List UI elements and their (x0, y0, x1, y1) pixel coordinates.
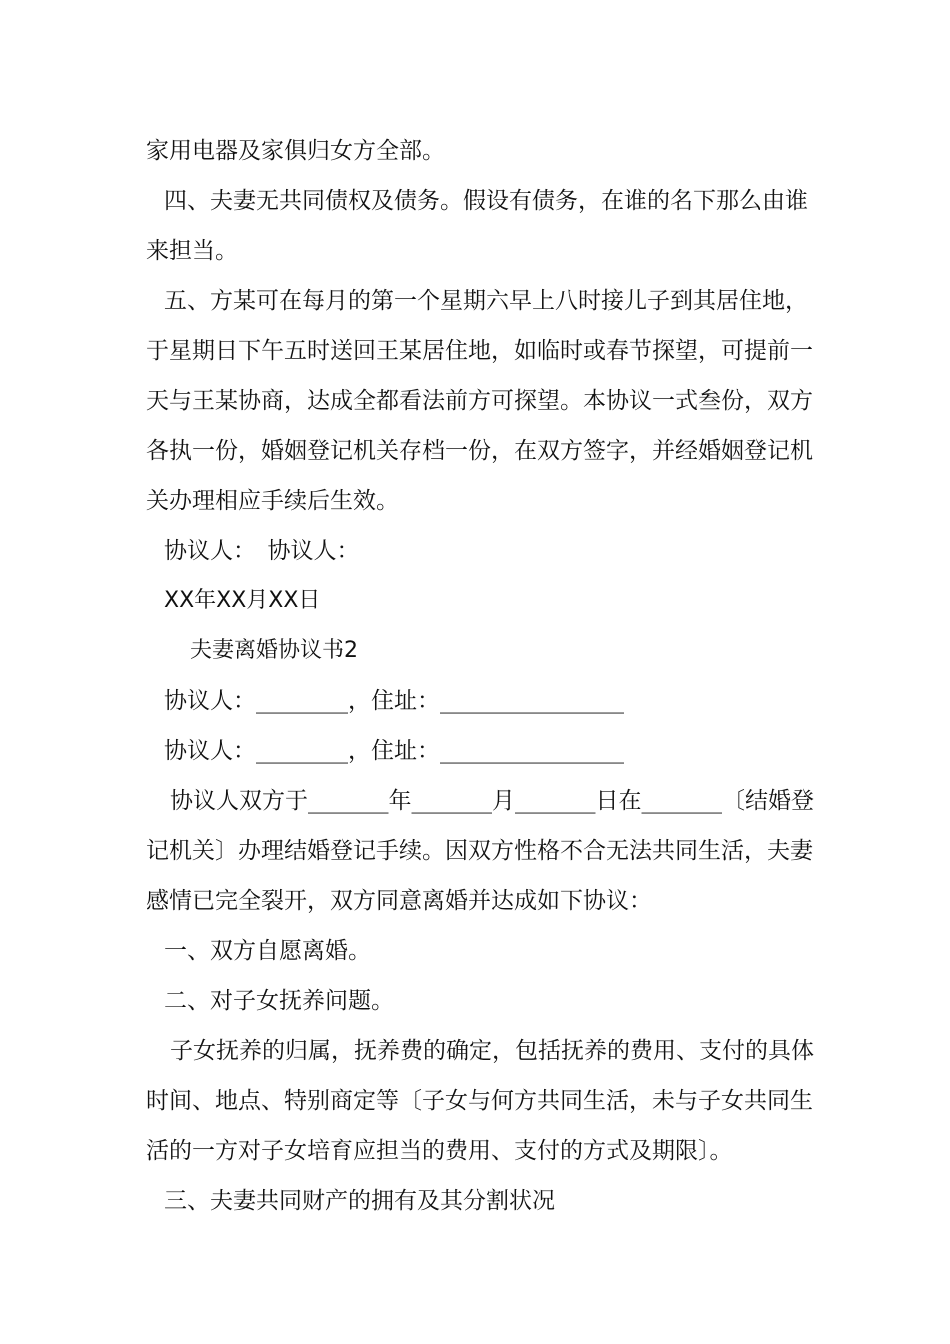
paragraph-line: 于星期日下午五时送回王某居住地，如临时或春节探望，可提前一 (146, 338, 813, 364)
paragraph-line: 时间、地点、特别商定等〔子女与何方共同生活，未与子女共同生 (146, 1088, 813, 1114)
list-item: 三、夫妻共同财产的拥有及其分割状况 (164, 1188, 555, 1214)
paragraph-line: 家用电器及家俱归女方全部。 (146, 138, 445, 164)
paragraph-line: 各执一份，婚姻登记机关存档一份，在双方签字，并经婚姻登记机 (146, 438, 813, 464)
paragraph-line: 感情已完全裂开，双方同意离婚并达成如下协议： (146, 888, 652, 914)
paragraph-line: 四、夫妻无共同债权及债务。假设有债务，在谁的名下那么由谁 (164, 188, 808, 214)
list-item: 一、双方自愿离婚。 (164, 938, 371, 964)
party-line: 协议人：________，住址：________________ (164, 738, 624, 764)
paragraph-line: 来担当。 (146, 238, 238, 264)
date-line: XX年XX月XX日 (164, 588, 321, 613)
list-item: 二、对子女抚养问题。 (164, 988, 394, 1014)
party-line: 协议人：________，住址：________________ (164, 688, 624, 714)
paragraph-line: 五、方某可在每月的第一个星期六早上八时接儿子到其居住地， (164, 288, 808, 314)
paragraph-line: 协议人双方于_______年_______月_______日在_______〔结婚登 (170, 788, 814, 814)
paragraph-line: 记机关〕办理结婚登记手续。因双方性格不合无法共同生活，夫妻 (146, 838, 813, 864)
paragraph-line: 天与王某协商，达成全都看法前方可探望。本协议一式叁份，双方 (146, 388, 813, 414)
paragraph-line: 关办理相应手续后生效。 (146, 488, 399, 514)
paragraph-line: 子女抚养的归属，抚养费的确定，包括抚养的费用、支付的具体 (170, 1038, 814, 1064)
section-heading: 夫妻离婚协议书2 (190, 638, 358, 663)
signature-line: 协议人： 协议人： (164, 538, 360, 564)
paragraph-line: 活的一方对子女培育应担当的费用、支付的方式及期限〕。 (146, 1138, 733, 1164)
